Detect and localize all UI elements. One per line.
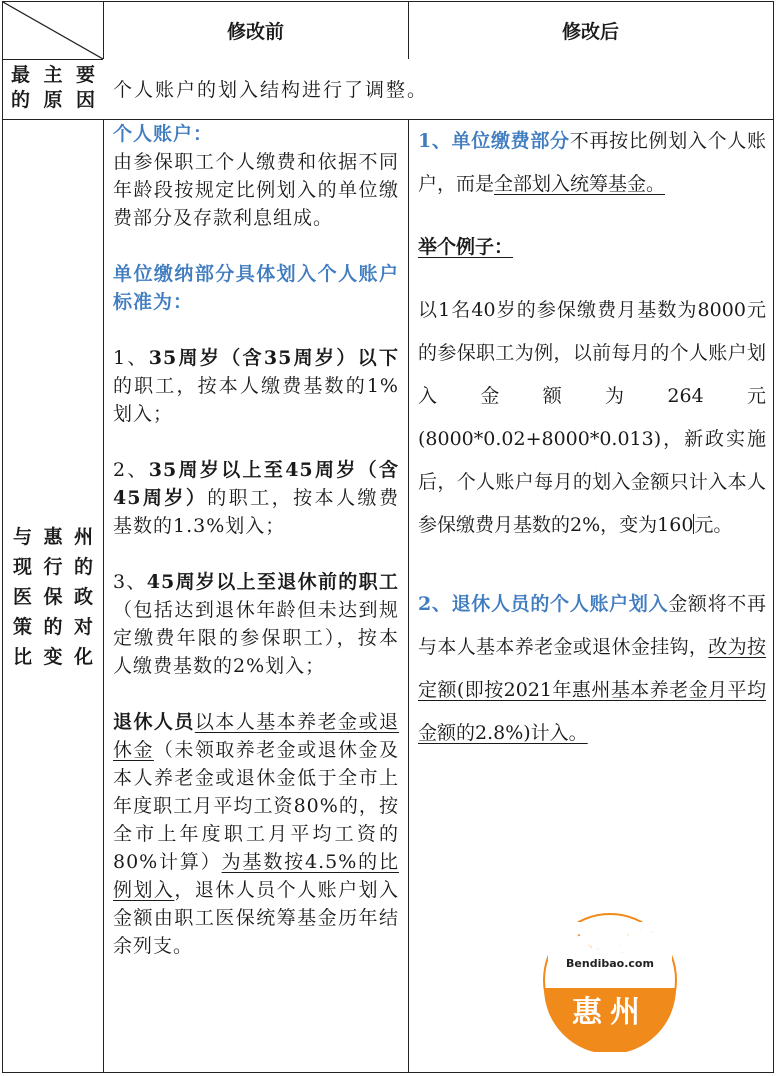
compare-label-line: 与惠州	[13, 526, 93, 548]
logo-url: Bendibao.com	[566, 957, 654, 970]
reason-label-line2: 的原因	[11, 89, 95, 111]
compare-label-line: 策的对	[13, 616, 93, 638]
reason-text: 个人账户的划入结构进行了调整。	[113, 79, 429, 101]
item-prefix: 1、	[113, 347, 149, 369]
before-retiree	[113, 708, 399, 960]
item-prefix: 2、	[113, 459, 149, 481]
column-divider-2	[408, 119, 409, 1072]
point-underline: 全部划入统筹基金。	[494, 173, 666, 195]
header-after: 修改后	[561, 21, 619, 43]
logo-brand: 本地宝	[565, 925, 655, 960]
after-point-1	[418, 120, 766, 206]
before-column	[113, 120, 399, 960]
compare-label-line: 比变化	[13, 646, 93, 668]
after-column	[418, 120, 766, 755]
before-standard-title: 单位缴纳部分具体划入个人账户标准为：	[113, 263, 399, 313]
item-prefix: 3、	[113, 571, 147, 593]
example-text-b: 元。	[694, 514, 733, 536]
example-title: 举个例子：	[418, 236, 514, 258]
header-before: 修改前	[226, 21, 284, 43]
point-mid: 不再按比例划入个人账户，而是	[418, 130, 766, 195]
after-point-2	[418, 583, 766, 755]
retiree-mid: （未领取养老金或退休金及本人养老金或退休金低于全市上年度职工月平均工资80%的，按全市上年度职工月平均工资的80%计算）	[113, 739, 399, 873]
retiree-end: ，退休人员个人账户划入金额由职工医保统筹基金历年结余列支。	[113, 879, 399, 957]
before-title: 个人账户：	[113, 123, 214, 145]
diagonal-header-cell	[3, 2, 103, 59]
point-blue: 单位缴费部分	[451, 130, 570, 152]
item-bold: 45周岁以上至退休前的职工	[146, 571, 399, 593]
reason-label-line1: 最主要	[11, 64, 95, 86]
bendibao-logo	[540, 892, 680, 1052]
example-text	[418, 289, 766, 547]
point-mid: 金额将不再与本人基本养老金或退休金挂钩，	[418, 593, 766, 658]
reason-label	[11, 63, 95, 113]
item-rest: （包括达到退休年龄但未达到规定缴费年限的参保职工），按本人缴费基数的2%划入；	[113, 599, 399, 677]
point-prefix: 1、	[418, 130, 452, 152]
item-bold: 35周岁以上至45周岁（含45周岁）	[113, 459, 399, 509]
item-rest: 的职工，按本人缴费基数的1.3%划入；	[113, 487, 399, 537]
before-item-3	[113, 568, 399, 680]
before-intro: 由参保职工个人缴费和依据不同年龄段按规定比例划入的单位缴费部分及存款利息组成。	[113, 151, 399, 229]
logo-city: 惠州	[572, 995, 648, 1030]
item-bold: 35周岁（含35周岁）以下	[148, 347, 399, 369]
retiree-underline-1: 以本人基本养老金或退休金	[113, 711, 399, 761]
compare-label	[13, 522, 93, 672]
item-rest: 的职工，按本人缴费基数的1%划入；	[113, 375, 399, 425]
before-item-1	[113, 344, 399, 428]
point-underline: 改为按定额(即按2021年惠州基本养老金月平均金额的2.8%)计入。	[418, 636, 766, 744]
before-item-2	[113, 456, 399, 540]
column-divider-1	[103, 2, 104, 1072]
example-text-a: 以1名40岁的参保缴费月基数为8000元的参保职工为例，以前每月的个人账户划入金额为264元(8000*0.02+8000*0.013)，新政实施后，个人账户每月的划入金额只计入本人参保缴费月基数的2%，变为160	[418, 299, 766, 536]
retiree-bold: 退休人员	[113, 711, 195, 733]
point-prefix: 2、	[418, 593, 452, 615]
compare-label-line: 现行的	[13, 556, 93, 578]
compare-label-line: 医保政	[13, 586, 93, 608]
point-blue: 退休人员的个人账户划入	[451, 593, 669, 615]
retiree-underline-2: 为基数按4.5%的比例划入	[113, 851, 399, 901]
